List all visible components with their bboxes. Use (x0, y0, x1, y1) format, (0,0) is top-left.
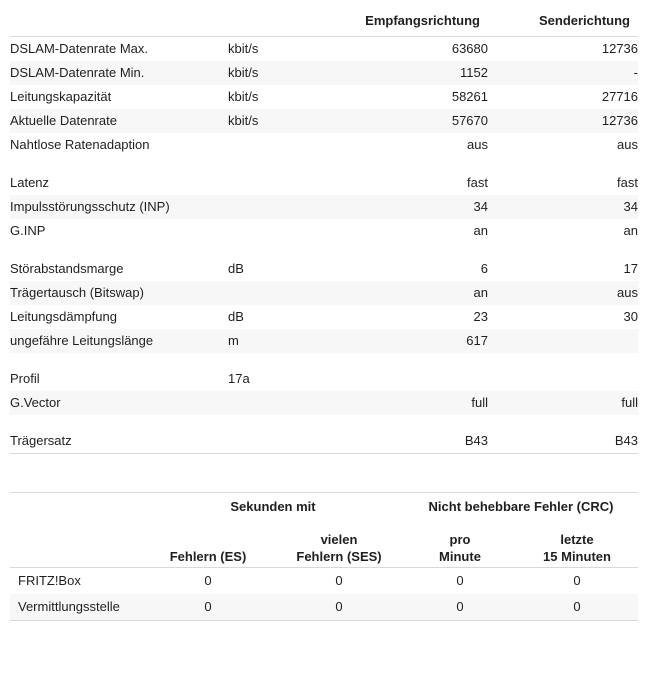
error-subheader-es: Fehlern (ES) (142, 521, 274, 568)
error-row-per-minute: 0 (404, 594, 516, 621)
row-upstream-value: 17 (488, 257, 638, 281)
row-label: DSLAM-Datenrate Max. (10, 37, 228, 62)
row-label: Nahtlose Ratenadaption (10, 133, 228, 157)
row-label: Störabstandsmarge (10, 257, 228, 281)
row-unit (228, 391, 338, 415)
table-spacer-row (10, 157, 638, 171)
error-header-empty (10, 493, 142, 522)
row-label: DSLAM-Datenrate Min. (10, 61, 228, 85)
row-downstream-value: an (338, 219, 488, 243)
row-unit: m (228, 329, 338, 353)
row-unit (228, 195, 338, 219)
error-header-seconds: Sekunden mit (230, 499, 316, 514)
table-row (10, 109, 638, 133)
table-row (10, 257, 638, 281)
dsl-header-downstream: Empfangsrichtung (338, 8, 488, 37)
error-subheader-per-minute (404, 521, 516, 568)
error-row-per-minute: 0 (404, 568, 516, 595)
row-label: G.INP (10, 219, 228, 243)
table-row (10, 391, 638, 415)
error-subheader-last-line1: letzte (560, 532, 594, 547)
row-unit (228, 281, 338, 305)
row-label: Profil (10, 367, 228, 391)
table-row (10, 195, 638, 219)
error-table-header (10, 493, 638, 568)
table-row (10, 37, 638, 62)
row-upstream-value (488, 367, 638, 391)
row-downstream-value: 1152 (338, 61, 488, 85)
error-row-name: FRITZ!Box (10, 568, 142, 595)
error-header-crc: Nicht behebbare Fehler (CRC) (428, 499, 614, 514)
row-upstream-value: 12736 (488, 37, 638, 62)
error-subheader-min-line2: Minute (439, 549, 481, 564)
dsl-table-body (10, 37, 638, 454)
row-label: Aktuelle Datenrate (10, 109, 228, 133)
error-table-body (10, 568, 638, 621)
row-unit (228, 219, 338, 243)
error-subheader-last-line2: 15 Minuten (543, 549, 611, 564)
row-upstream-value: 30 (488, 305, 638, 329)
row-label: Trägersatz (10, 429, 228, 454)
row-unit: dB (228, 257, 338, 281)
dsl-header-upstream: Senderichtung (488, 8, 638, 37)
row-downstream-value: fast (338, 171, 488, 195)
row-label: G.Vector (10, 391, 228, 415)
error-row-name: Vermittlungsstelle (10, 594, 142, 621)
row-upstream-value: aus (488, 281, 638, 305)
row-upstream-value: B43 (488, 429, 638, 454)
dsl-header-unit (228, 8, 338, 37)
row-upstream-value: 34 (488, 195, 638, 219)
row-label: Impulsstörungsschutz (INP) (10, 195, 228, 219)
error-row-es: 0 (142, 594, 274, 621)
table-row (10, 429, 638, 454)
table-row (10, 568, 638, 595)
row-downstream-value: 63680 (338, 37, 488, 62)
error-row-es: 0 (142, 568, 274, 595)
table-row (10, 61, 638, 85)
error-subheader-ses-line2: Fehlern (SES) (296, 549, 382, 564)
dsl-table-header (10, 8, 638, 37)
row-downstream-value: B43 (338, 429, 488, 454)
row-upstream-value (488, 329, 638, 353)
row-label: Leitungsdämpfung (10, 305, 228, 329)
row-label: ungefähre Leitungslänge (10, 329, 228, 353)
row-unit (228, 171, 338, 195)
row-downstream-value: 34 (338, 195, 488, 219)
table-row (10, 281, 638, 305)
row-unit: dB (228, 305, 338, 329)
error-subheader-ses-line1: vielen (320, 532, 358, 547)
row-downstream-value: 617 (338, 329, 488, 353)
table-row (10, 85, 638, 109)
table-row (10, 171, 638, 195)
row-upstream-value: an (488, 219, 638, 243)
row-downstream-value: full (338, 391, 488, 415)
row-downstream-value: aus (338, 133, 488, 157)
error-subheader-min-line1: pro (449, 532, 471, 547)
row-upstream-value: 12736 (488, 109, 638, 133)
error-row-ses: 0 (274, 568, 404, 595)
row-downstream-value: an (338, 281, 488, 305)
error-subheader-name (10, 521, 142, 568)
table-row (10, 367, 638, 391)
row-upstream-value: fast (488, 171, 638, 195)
row-downstream-value: 6 (338, 257, 488, 281)
table-row (10, 329, 638, 353)
error-stats-table (10, 492, 638, 621)
row-downstream-value: 58261 (338, 85, 488, 109)
row-unit: kbit/s (228, 85, 338, 109)
row-upstream-value: aus (488, 133, 638, 157)
error-row-ses: 0 (274, 594, 404, 621)
row-downstream-value (338, 367, 488, 391)
error-row-last-15: 0 (516, 568, 638, 595)
row-unit (228, 429, 338, 454)
table-spacer-row (10, 415, 638, 429)
row-unit: kbit/s (228, 109, 338, 133)
row-label: Trägertausch (Bitswap) (10, 281, 228, 305)
row-unit (228, 133, 338, 157)
error-row-last-15: 0 (516, 594, 638, 621)
error-subheader-ses (274, 521, 404, 568)
table-row (10, 133, 638, 157)
row-label: Leitungskapazität (10, 85, 228, 109)
row-label: Latenz (10, 171, 228, 195)
table-row (10, 594, 638, 621)
table-row (10, 219, 638, 243)
row-unit: 17a (228, 367, 338, 391)
table-spacer-row (10, 243, 638, 257)
row-upstream-value: 27716 (488, 85, 638, 109)
table-gap (10, 454, 656, 492)
dsl-stats-table (10, 8, 638, 454)
row-downstream-value: 23 (338, 305, 488, 329)
row-upstream-value: - (488, 61, 638, 85)
table-row (10, 305, 638, 329)
error-subheader-last-15 (516, 521, 638, 568)
row-downstream-value: 57670 (338, 109, 488, 133)
dsl-header-label (10, 8, 228, 37)
row-upstream-value: full (488, 391, 638, 415)
table-spacer-row (10, 353, 638, 367)
row-unit: kbit/s (228, 37, 338, 62)
row-unit: kbit/s (228, 61, 338, 85)
